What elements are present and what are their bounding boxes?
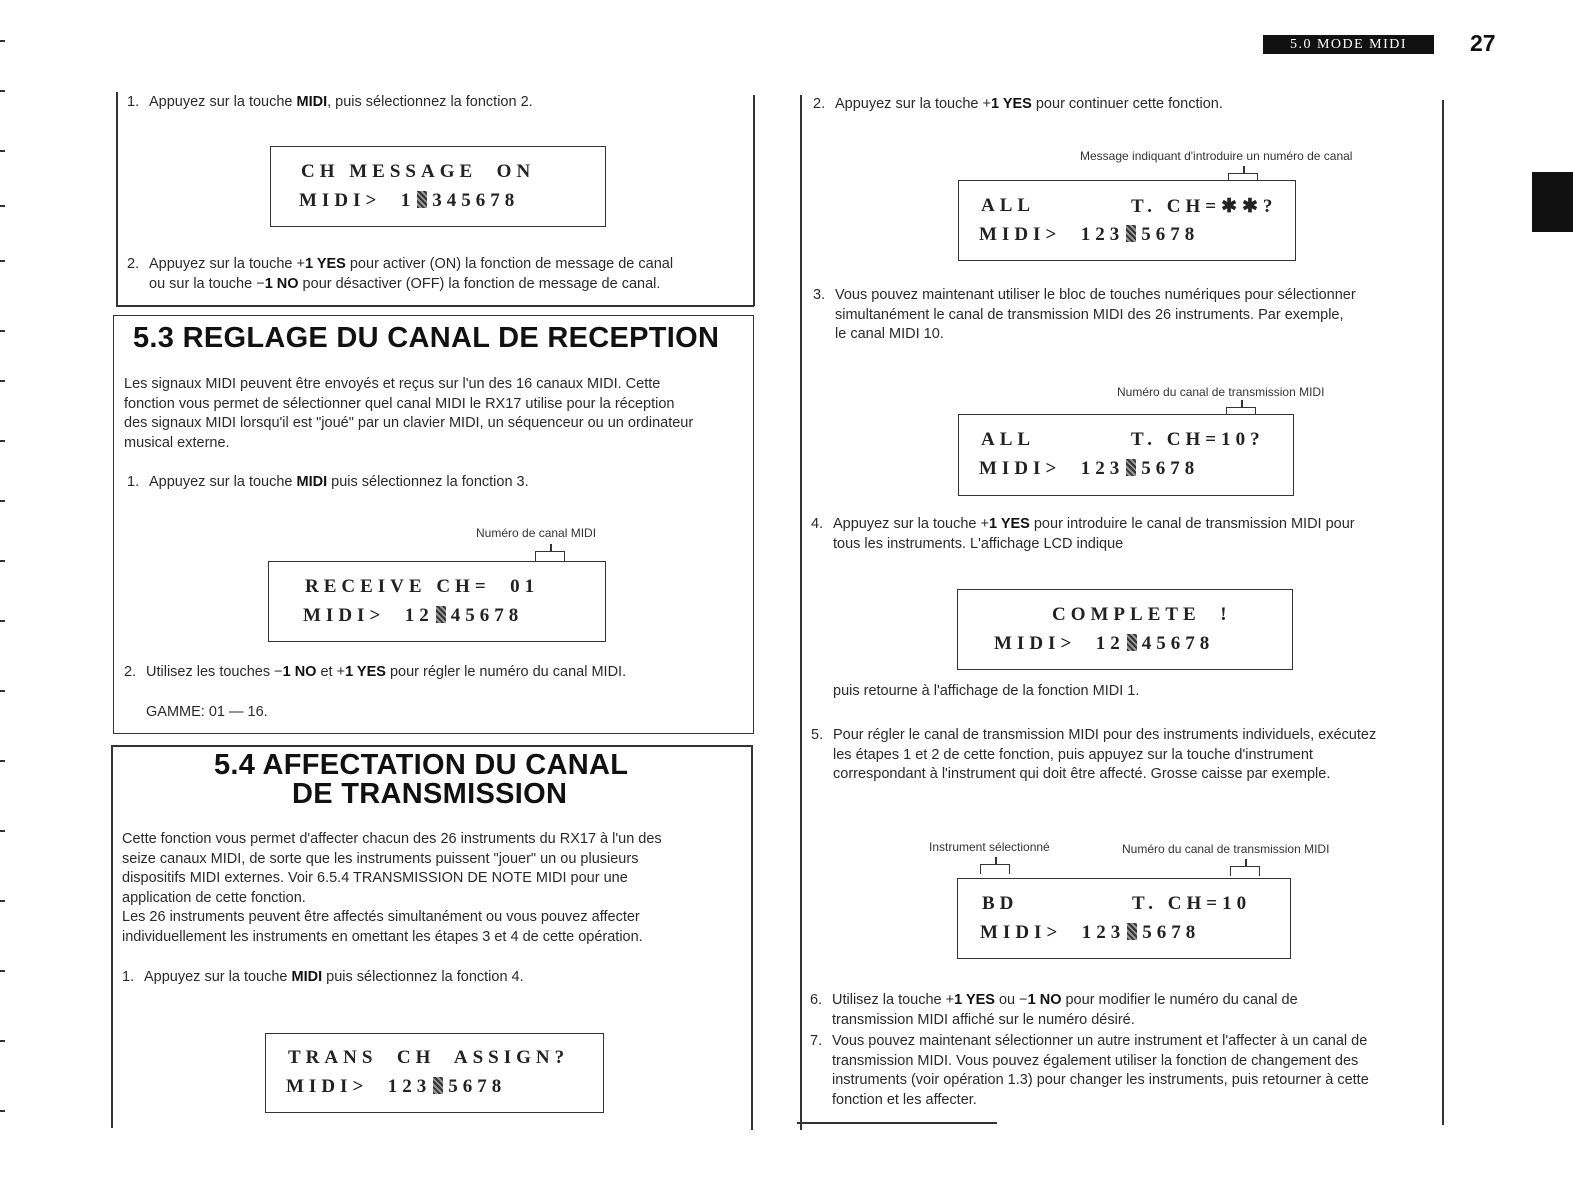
cursor-block	[417, 191, 427, 208]
right-rule	[753, 95, 755, 306]
section-5-4-right-rule	[751, 745, 753, 1130]
lcd-receive-ch: RECEIVE CH= 01 MIDI> 12 45678	[268, 561, 606, 642]
lcd-trans-ch-assign: TRANS CH ASSIGN? MIDI> 123 5678	[265, 1033, 604, 1113]
section-5-4-title-line-1: 5.4 AFFECTATION DU CANAL	[214, 749, 629, 781]
left-rule	[116, 92, 118, 306]
page-number: 27	[1470, 30, 1496, 56]
lcd-ch-message: CH MESSAGE ON MIDI> 1 345678	[270, 146, 606, 227]
callout-bracket	[535, 551, 565, 561]
section-5-4-paragraph: Cette fonction vous permet d'affecter chacun des 26 instruments du RX17 à l'un des seize canaux MIDI, de sorte que les instruments puissent "jouer" un ou plusieurs dispositifs MIDI externes. Voir 6.5.4 TRANSMISSION DE NOTE MIDI pour une application de cette fonction. Les 26 instruments peuvent être affectés simultanément ou vous pouvez affecter individuellement les instruments en omettant les étapes 3 et 4 de cette opération.	[122, 831, 662, 945]
callout-enter-channel: Message indiquant d'introduire un numéro de canal	[1080, 149, 1353, 163]
cursor-block	[436, 606, 446, 623]
lcd-complete: COMPLETE ! MIDI> 12 45678	[957, 589, 1293, 670]
bottom-rule	[116, 305, 754, 307]
callout-bracket	[1230, 866, 1260, 876]
section-5-3-paragraph: Les signaux MIDI peuvent être envoyés et reçus sur l'un des 16 canaux MIDI. Cette fonction vous permet de sélectionner quel canal MIDI le RX17 utilise pour la réception des signaux MIDI lorsqu'il est "joué" par un clavier MIDI, un séquenceur ou un ordinateur musical externe.	[124, 376, 694, 451]
binding-marks	[0, 0, 6, 1202]
right-col-bottom-rule	[797, 1122, 997, 1124]
right-col-left-rule	[800, 95, 802, 1130]
cursor-block	[1127, 634, 1137, 651]
section-5-3-title: 5.3 REGLAGE DU CANAL DE RECEPTION	[133, 322, 720, 354]
cursor-block	[1127, 923, 1137, 940]
lcd-all-tch-prompt: ALL T. CH=✱✱? MIDI> 123 5678	[958, 180, 1296, 261]
callout-bracket	[980, 864, 1010, 874]
right-col-right-rule	[1442, 100, 1444, 1125]
thumb-tab	[1532, 172, 1573, 232]
callout-midi-channel: Numéro de canal MIDI	[476, 526, 597, 540]
callout-transmission-channel-2: Numéro du canal de transmission MIDI	[1122, 842, 1330, 856]
cursor-block	[433, 1077, 443, 1094]
section-header: 5.0 MODE MIDI	[1263, 35, 1434, 54]
callout-selected-instrument: Instrument sélectionné	[929, 840, 1050, 854]
section-5-4-left-rule	[111, 745, 113, 1128]
after-complete-text: puis retourne à l'affichage de la fonction MIDI 1.	[833, 683, 1140, 699]
lcd-all-tch-10: ALL T. CH=10? MIDI> 123 5678	[958, 414, 1294, 496]
channel-range: GAMME: 01 — 16.	[146, 704, 268, 720]
section-5-4-title-line-2: DE TRANSMISSION	[292, 778, 568, 810]
cursor-block	[1126, 225, 1136, 242]
cursor-block	[1126, 459, 1136, 476]
lcd-bd-tch-10: BD T. CH=10 MIDI> 123 5678	[957, 878, 1291, 959]
callout-transmission-channel: Numéro du canal de transmission MIDI	[1117, 385, 1325, 399]
section-5-4-top-rule	[111, 745, 753, 747]
